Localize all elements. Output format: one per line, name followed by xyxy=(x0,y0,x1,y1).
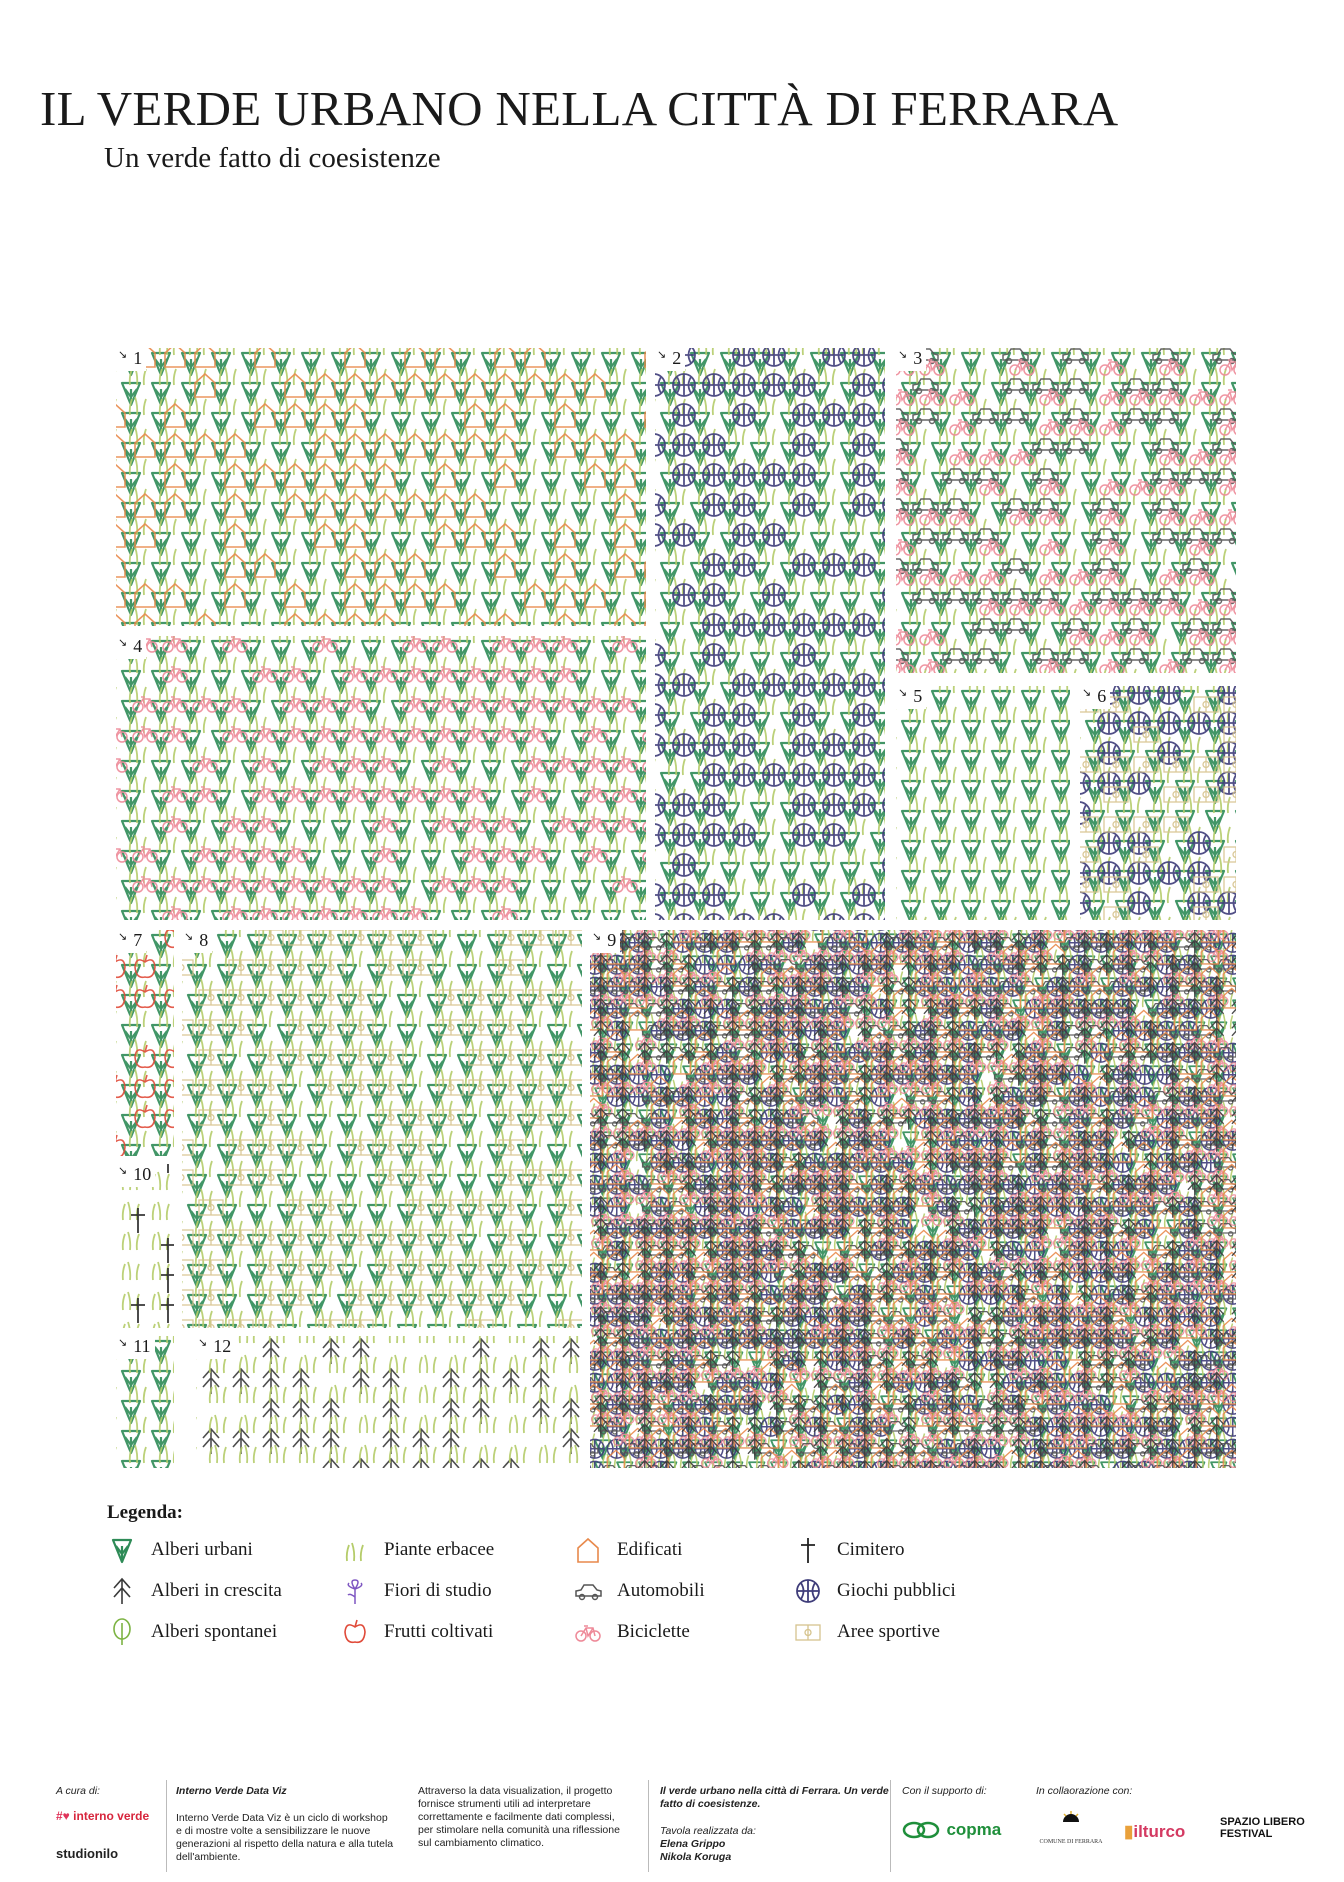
made-by-label: Tavola realizzata da: xyxy=(660,1825,890,1838)
pattern-panel-5 xyxy=(896,686,1070,920)
legend-label: Alberi in crescita xyxy=(151,1580,282,1602)
legend-label: Alberi spontanei xyxy=(151,1621,277,1643)
panel-2 xyxy=(655,348,885,920)
panel-number-text: 6 xyxy=(1097,686,1106,706)
panel-number xyxy=(116,348,146,371)
panel-number-text: 2 xyxy=(672,348,681,368)
legend-label: Piante erbacee xyxy=(384,1539,494,1561)
legend-label: Automobili xyxy=(617,1580,705,1602)
arrow-down-right-icon: ↘ xyxy=(657,349,666,361)
legend-item-sport xyxy=(793,1617,940,1647)
work-title: Il verde urbano nella città di Ferrara. Un verde fatto di coesistenze. xyxy=(660,1785,890,1811)
legend-label: Biciclette xyxy=(617,1621,690,1643)
panel-5 xyxy=(896,686,1070,920)
panel-number xyxy=(590,930,620,953)
footer-divider xyxy=(648,1780,649,1872)
comune-logo-text: COMUNE DI FERRARA xyxy=(1036,1839,1106,1845)
panel-number xyxy=(1080,686,1110,709)
panel-7 xyxy=(116,930,174,1156)
legend-item-games xyxy=(793,1576,956,1606)
author-2: Nikola Koruga xyxy=(660,1851,890,1864)
panel-number-text: 1 xyxy=(133,348,142,368)
legend-item-cross xyxy=(793,1535,905,1565)
footer-divider xyxy=(890,1780,891,1872)
panel-number-text: 11 xyxy=(133,1336,150,1356)
legend-item-flower xyxy=(340,1576,492,1606)
interno-verde-logo: #♥ interno verde xyxy=(56,1810,149,1822)
panel-3 xyxy=(896,348,1236,673)
pattern-panel-8 xyxy=(182,930,582,1328)
house-icon xyxy=(573,1535,603,1565)
legend-item-grass xyxy=(340,1535,494,1565)
footer-desc2 xyxy=(418,1785,628,1850)
support-label: Con il supporto di: xyxy=(902,1785,987,1798)
panel-11 xyxy=(116,1336,174,1468)
panel-number xyxy=(116,1164,155,1187)
pattern-panel-1 xyxy=(116,348,646,626)
pattern-panel-4 xyxy=(116,636,646,920)
copma-rings-icon xyxy=(902,1820,942,1840)
cross-icon xyxy=(793,1535,823,1565)
legend-title: Legenda: xyxy=(107,1502,183,1524)
panel-number-text: 8 xyxy=(199,930,208,950)
project-title: Interno Verde Data Viz xyxy=(176,1785,396,1798)
studionilo-logo: studionilo xyxy=(56,1846,118,1861)
collab-label: In collaorazione con: xyxy=(1036,1785,1132,1798)
spazio-libero-logo: SPAZIO LIBERO FESTIVAL xyxy=(1220,1816,1310,1840)
panel-12 xyxy=(196,1336,582,1468)
page-title: IL VERDE URBANO NELLA CITTÀ DI FERRARA xyxy=(40,80,1119,137)
tree-spontaneous-icon xyxy=(107,1617,137,1647)
arrow-down-right-icon: ↘ xyxy=(118,349,127,361)
footer-support xyxy=(902,1785,987,1798)
legend-label: Giochi pubblici xyxy=(837,1580,956,1602)
legend-label: Frutti coltivati xyxy=(384,1621,493,1643)
legend-item-house xyxy=(573,1535,682,1565)
footer-divider xyxy=(166,1780,167,1872)
comune-logo xyxy=(1036,1810,1106,1845)
panel-number xyxy=(116,1336,155,1359)
games-icon xyxy=(793,1576,823,1606)
panel-9 xyxy=(590,930,1236,1468)
legend-item-apple xyxy=(340,1617,493,1647)
car-icon xyxy=(573,1576,603,1606)
panel-8 xyxy=(182,930,582,1328)
legend-label: Alberi urbani xyxy=(151,1539,253,1561)
tree-growing-icon xyxy=(107,1576,137,1606)
arrow-down-right-icon: ↘ xyxy=(118,931,127,943)
panel-number-text: 4 xyxy=(133,636,142,656)
footer-collab xyxy=(1036,1785,1132,1798)
panel-number xyxy=(116,930,146,953)
arrow-down-right-icon: ↘ xyxy=(184,931,193,943)
legend-item-car xyxy=(573,1576,705,1606)
arrow-down-right-icon: ↘ xyxy=(898,687,907,699)
pattern-panel-10 xyxy=(116,1164,174,1328)
sport-icon xyxy=(793,1617,823,1647)
apple-icon xyxy=(340,1617,370,1647)
interno-verde-logo-text: interno verde xyxy=(73,1809,149,1823)
legend-item-tree-urban xyxy=(107,1535,253,1565)
panel-number-text: 10 xyxy=(133,1164,151,1184)
grass-icon xyxy=(340,1535,370,1565)
curated-by-label: A cura di: xyxy=(56,1785,100,1798)
author-1: Elena Grippo xyxy=(660,1838,890,1851)
arrow-down-right-icon: ↘ xyxy=(1082,687,1091,699)
panel-number xyxy=(196,1336,235,1359)
ilturco-logo: ▮ilturco xyxy=(1124,1822,1185,1842)
legend-label: Edificati xyxy=(617,1539,682,1561)
legend-item-tree-spontaneous xyxy=(107,1617,277,1647)
panel-number-text: 9 xyxy=(607,930,616,950)
panel-number-text: 7 xyxy=(133,930,142,950)
panel-number xyxy=(116,636,146,659)
panel-number xyxy=(182,930,212,953)
footer-work xyxy=(660,1785,890,1864)
crest-icon xyxy=(1059,1810,1083,1834)
footer-curated xyxy=(56,1785,100,1798)
footer-project xyxy=(176,1785,396,1864)
panel-number-text: 5 xyxy=(913,686,922,706)
copma-logo xyxy=(902,1820,1001,1840)
panel-number xyxy=(896,686,926,709)
arrow-down-right-icon: ↘ xyxy=(118,1337,127,1349)
legend-item-tree-growing xyxy=(107,1576,282,1606)
project-desc: Interno Verde Data Viz è un ciclo di workshop e di mostre volte a sensibilizzare le nuove generazioni al rispetto della natura e alla tutela dell'ambiente. xyxy=(176,1812,396,1864)
panel-number xyxy=(655,348,685,371)
panel-number-text: 3 xyxy=(913,348,922,368)
legend-item-bike xyxy=(573,1617,690,1647)
copma-logo-text: copma xyxy=(946,1820,1001,1839)
arrow-down-right-icon: ↘ xyxy=(898,349,907,361)
panel-10 xyxy=(116,1164,174,1328)
panel-4 xyxy=(116,636,646,920)
pattern-panel-3 xyxy=(896,348,1236,673)
flower-icon xyxy=(340,1576,370,1606)
project-desc-2: Attraverso la data visualization, il progetto fornisce strumenti utili ad interpretare correttamente e facilmente dati complessi, per stimolare nella comunità una riflessione sul cambiamento climatico. xyxy=(418,1785,628,1850)
arrow-down-right-icon: ↘ xyxy=(118,637,127,649)
panel-6 xyxy=(1080,686,1236,920)
page-subtitle: Un verde fatto di coesistenze xyxy=(104,142,441,175)
legend-label: Cimitero xyxy=(837,1539,905,1561)
panel-number-text: 12 xyxy=(213,1336,231,1356)
pattern-panel-2 xyxy=(655,348,885,920)
ilturco-logo-text: ilturco xyxy=(1133,1822,1185,1841)
arrow-down-right-icon: ↘ xyxy=(198,1337,207,1349)
pattern-panel-12 xyxy=(196,1336,582,1468)
arrow-down-right-icon: ↘ xyxy=(118,1165,127,1177)
panel-1 xyxy=(116,348,646,626)
pattern-panel-7 xyxy=(116,930,174,1156)
legend-label: Fiori di studio xyxy=(384,1580,492,1602)
arrow-down-right-icon: ↘ xyxy=(592,931,601,943)
legend-label: Aree sportive xyxy=(837,1621,940,1643)
pattern-panel-6 xyxy=(1080,686,1236,920)
panel-number xyxy=(896,348,926,371)
pattern-panel-9 xyxy=(590,930,1236,1468)
bike-icon xyxy=(573,1617,603,1647)
tree-urban-icon xyxy=(107,1535,137,1565)
